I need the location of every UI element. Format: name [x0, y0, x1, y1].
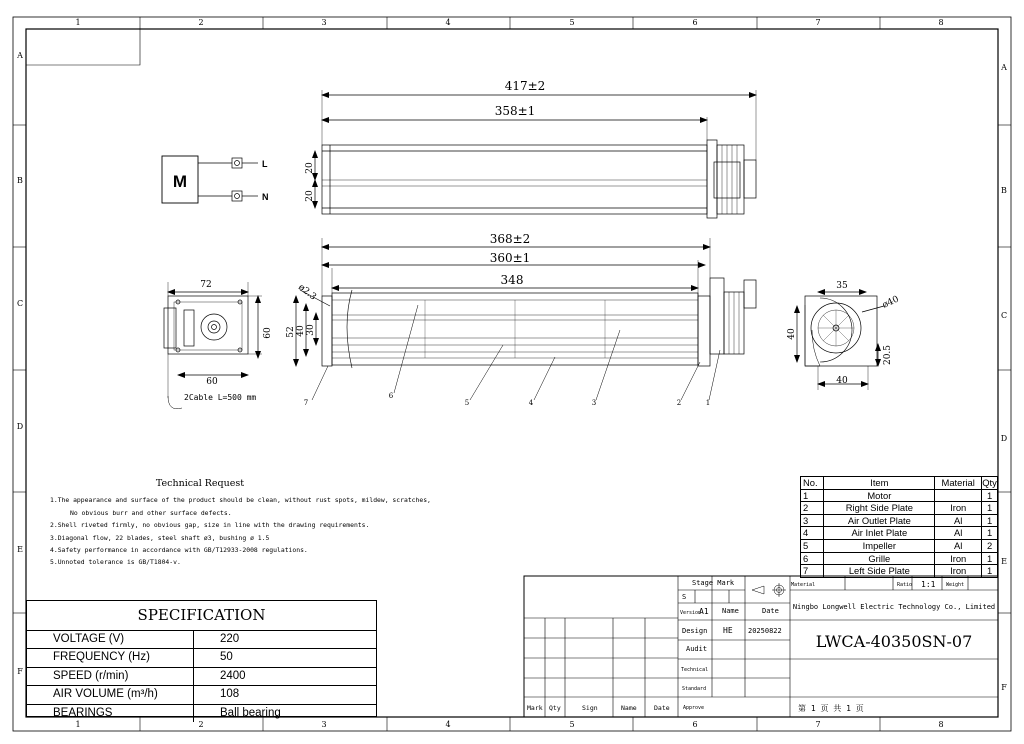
part-qty: 1: [982, 514, 998, 527]
date-label: Date: [762, 607, 779, 615]
part-no: 4: [801, 527, 824, 540]
col-label: 7: [815, 18, 821, 27]
technical-request-line: 5.Unnoted tolerance is GB/T1804-v.: [50, 558, 181, 567]
part-item: Motor: [824, 489, 935, 502]
row-label: D: [1000, 434, 1008, 443]
spec-value: Ball bearing: [220, 706, 281, 719]
left-dim-bottom: 60: [206, 377, 218, 387]
parts-row: [801, 552, 998, 565]
part-item: Air Outlet Plate: [824, 514, 935, 527]
col-label: 3: [321, 720, 327, 729]
part-material: Al: [935, 539, 982, 552]
specification-title: SPECIFICATION: [27, 601, 376, 631]
front-dim-hole: ø2.3: [296, 282, 318, 303]
parts-row: [801, 489, 998, 502]
row-label: E: [17, 545, 23, 554]
spec-value: 2400: [220, 669, 246, 682]
parts-row: [801, 514, 998, 527]
line-label: L: [262, 159, 268, 169]
part-qty: 1: [982, 527, 998, 540]
part-no: 5: [801, 539, 824, 552]
col-label: 7: [815, 720, 821, 729]
col-label: 2: [198, 18, 204, 27]
spec-key: VOLTAGE (V): [27, 631, 194, 648]
motor-symbol: M: [172, 172, 188, 191]
parts-header-qty: Qty: [982, 477, 997, 488]
technical-request-line: 2.Shell riveted firmly, no obvious gap, size in line with the drawing requirements.: [50, 521, 370, 530]
parts-header-item: Item: [824, 477, 935, 490]
drawing-number: LWCA-40350SN-07: [815, 632, 973, 651]
col-label: 3: [321, 18, 327, 27]
front-dim-52: 52: [286, 326, 296, 338]
left-dim-top: 72: [200, 280, 212, 290]
front-dim-inner: 348: [500, 273, 524, 287]
spec-key: FREQUENCY (Hz): [27, 649, 194, 666]
parts-row: [801, 502, 998, 515]
part-material: Al: [935, 527, 982, 540]
front-dim-mid: 360±1: [489, 251, 531, 265]
spec-row-speed: [27, 668, 376, 686]
ratio-value: 1:1: [921, 580, 936, 589]
rev-sign-label: Sign: [582, 704, 598, 712]
rev-qty-label: Qty: [549, 704, 561, 712]
col-label: 5: [569, 18, 575, 27]
right-dim-top: 35: [836, 281, 848, 291]
part-material: Iron: [935, 552, 982, 565]
specification-table: [26, 600, 377, 717]
part-qty: 2: [982, 539, 998, 552]
design-name: HE: [723, 626, 733, 635]
stage-s: S: [682, 593, 687, 601]
parts-header-material: Material: [935, 477, 982, 490]
row-label: A: [17, 51, 23, 60]
rev-mark-label: Mark: [527, 704, 543, 712]
spec-row-frequency: [27, 649, 376, 667]
projection-symbol: [752, 583, 786, 597]
callout-4: 4: [528, 399, 534, 407]
right-dim-left: 40: [787, 328, 797, 340]
col-label: 1: [75, 18, 81, 27]
rev-date-label: Date: [654, 704, 670, 712]
top-dim-h2: 20: [305, 190, 315, 202]
design-date: 20250822: [748, 627, 782, 635]
top-dim-h1: 20: [305, 162, 315, 174]
spec-value: 220: [220, 633, 240, 645]
row-label: F: [1001, 683, 1007, 692]
spec-key: AIR VOLUME (m³/h): [27, 686, 194, 703]
part-qty: 1: [982, 552, 998, 565]
company-name: Ningbo Longwell Electric Technology Co., Limited: [792, 603, 996, 611]
row-label: F: [17, 667, 23, 676]
spec-row-voltage: [27, 631, 376, 649]
top-dim-overall: 417±2: [504, 79, 546, 93]
parts-header-row: [801, 477, 998, 490]
technical-request-line: 3.Diagonal flow, 22 blades, steel shaft ø3, bushing ø 1.5: [50, 533, 270, 542]
version-value: A1: [699, 607, 709, 616]
callout-3: 3: [591, 399, 597, 407]
weight-label: Weight: [946, 582, 965, 588]
part-no: 2: [801, 502, 824, 515]
part-qty: 1: [982, 565, 998, 578]
spec-key: BEARINGS: [27, 705, 194, 722]
col-label: 8: [938, 18, 944, 27]
callout-1: 1: [705, 399, 711, 407]
technical-request: [50, 478, 431, 569]
parts-row: [801, 539, 998, 552]
col-label: 4: [445, 720, 451, 729]
part-no: 1: [801, 489, 824, 502]
row-label: E: [1001, 557, 1007, 566]
left-dim-right: 60: [263, 327, 273, 339]
technical-label: Technical: [681, 667, 709, 673]
col-label: 6: [692, 720, 698, 729]
standard-label: Standard: [682, 686, 707, 692]
parts-header-no: No.: [801, 477, 824, 490]
part-material: Iron: [935, 565, 982, 578]
cable-note: 2Cable L=500 mm: [184, 393, 257, 402]
callout-5: 5: [464, 399, 470, 407]
approve-label: Approve: [683, 705, 705, 711]
front-dim-overall: 368±2: [489, 232, 531, 246]
part-material: [935, 489, 982, 502]
right-dim-dia: ø40: [881, 294, 901, 311]
parts-list-table: [800, 476, 998, 578]
parts-row: [801, 527, 998, 540]
spec-row-air-volume: [27, 686, 376, 704]
ratio-label: Ratio: [897, 582, 913, 588]
row-label: D: [16, 422, 24, 431]
part-item: Right Side Plate: [824, 502, 935, 515]
part-material: Iron: [935, 502, 982, 515]
col-label: 4: [445, 18, 451, 27]
callout-6: 6: [388, 392, 394, 400]
spec-key: SPEED (r/min): [27, 668, 194, 685]
part-qty: 1: [982, 489, 998, 502]
stage-mark-label: Stage Mark: [692, 579, 735, 587]
col-label: 1: [75, 720, 81, 729]
part-item: Impeller: [824, 539, 935, 552]
technical-request-line: No obvious burr and other surface defects.: [70, 508, 232, 517]
part-no: 6: [801, 552, 824, 565]
part-material: Al: [935, 514, 982, 527]
col-label: 2: [198, 720, 204, 729]
version-label: Version: [680, 610, 702, 616]
row-label: B: [17, 176, 23, 185]
callout-7: 7: [303, 399, 309, 407]
part-item: Air Inlet Plate: [824, 527, 935, 540]
front-callout-leaders: [312, 305, 720, 400]
row-label: A: [1001, 63, 1007, 72]
part-no: 3: [801, 514, 824, 527]
col-label: 6: [692, 18, 698, 27]
technical-request-title: Technical Request: [155, 478, 245, 489]
rev-name-label: Name: [621, 704, 637, 712]
name-label: Name: [722, 607, 739, 615]
part-qty: 1: [982, 502, 998, 515]
top-dim-body: 358±1: [494, 104, 536, 118]
top-view: [315, 90, 756, 218]
parts-row: [801, 565, 998, 578]
technical-request-line: 1.The appearance and surface of the product should be clean, without rust spots, mildew, scratches,: [50, 496, 431, 505]
callout-2: 2: [676, 399, 682, 407]
front-dim-40: 40: [296, 325, 306, 337]
front-dim-30: 30: [306, 324, 316, 336]
row-label: C: [16, 299, 24, 308]
sheet-info: 第 1 页 共 1 页: [798, 704, 864, 713]
neutral-label: N: [262, 192, 269, 202]
row-label: C: [1000, 311, 1008, 320]
right-dim-right: 20.5: [883, 344, 893, 366]
design-label: Design: [682, 627, 708, 635]
col-label: 5: [569, 720, 575, 729]
spec-row-bearings: [27, 705, 376, 722]
part-no: 7: [801, 565, 824, 578]
right-dim-bottom: 40: [836, 376, 848, 386]
spec-value: 50: [220, 651, 233, 664]
row-label: B: [1001, 186, 1007, 195]
part-item: Left Side Plate: [824, 565, 935, 578]
spec-value: 108: [220, 688, 240, 701]
audit-label: Audit: [686, 645, 708, 653]
technical-request-line: 4.Safety performance in accordance with GB/T12933-2008 regulations.: [50, 546, 308, 555]
part-item: Grille: [824, 552, 935, 565]
col-label: 8: [938, 720, 944, 729]
material-label: Material: [791, 582, 816, 588]
left-side-view: [164, 282, 262, 409]
